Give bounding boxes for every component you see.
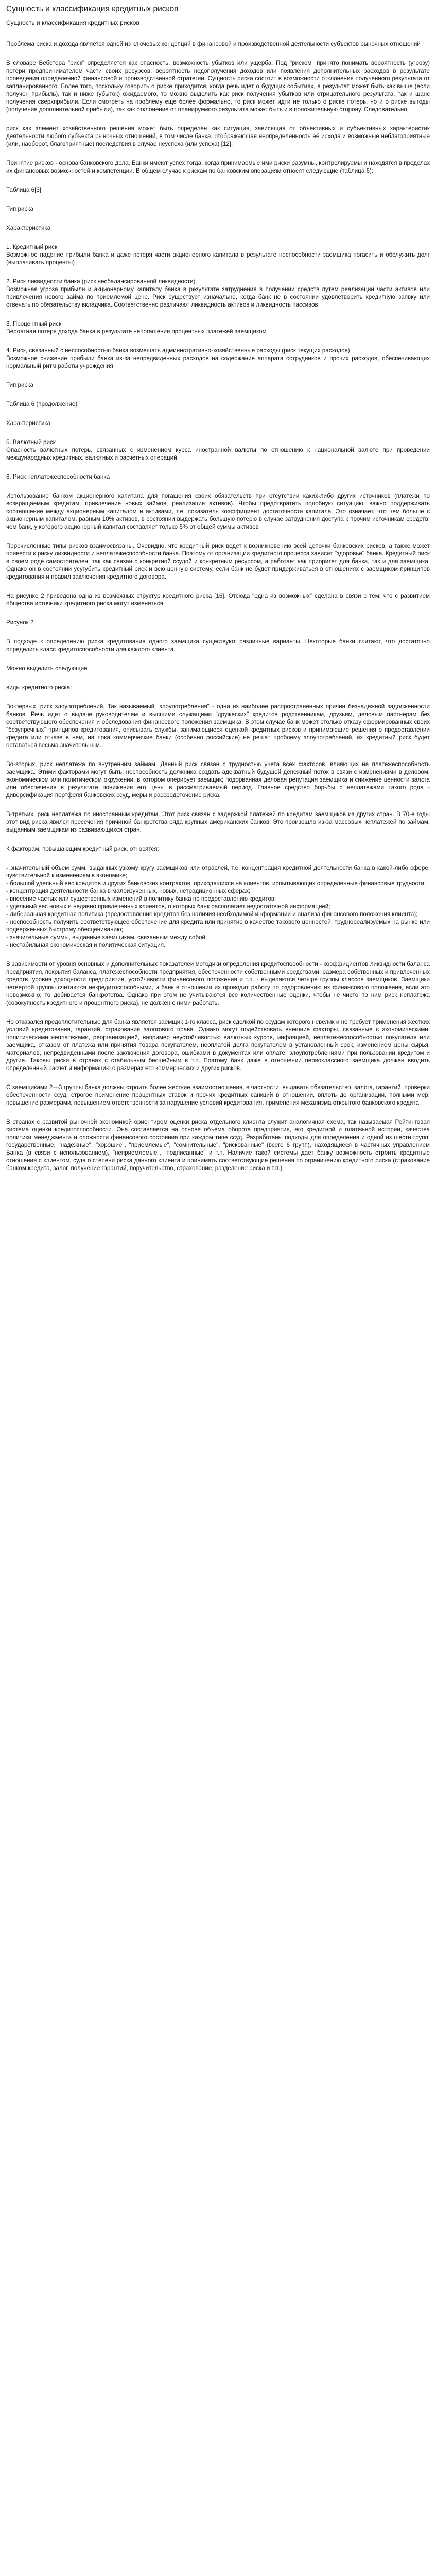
paragraph-rating-system: В странах с развитой рыночной экономикой ориентиром оценки риска отдельного клиента служит аналогичная схема, так называемая Рейтинговая система оценки кредитоспособности. Она составляется на основе объема оборота предприятия, его кредитной и платежной истории, качества политики менеджмента и сложности финансового состояния при каждом типе ссуд. Разработаны подходы для определения и одной из шести групп: государственные, "надёжные", "хорошие", "приемлемые", "сомнительные", "рискованные" (всего 6 групп), находящиеся в частичных управлением Банка (в связи с использованием), "неприемлемые", "подписанные" и т.п. Наличие такой системы дает банку возможность строить кредитные отношения с клиентом, судя о степени риска данного клиента и принимать соответствующие решения по ограничению кредитного риска (страхование банком кредита, залог, получение гарантий, поручительство, страхование, разделение риска и т.п.). [6, 1118, 430, 1172]
paragraph-webster-definition: В словаре Вебстера "риск" определяется как опасность, возможность убытков или ущерба. Под "риском" принято понимать вероятность (угрозу) потери предпринимателем части своих ресурсов, вероятность недополучения доходов или появления дополнительных расходов в результате проведения определенной финансовой и производственной стратегии. Сущность риска состоит в возможности отклонения полученного результата от запланированного. Более того, поскольку говорить о риске приходится, когда речь идет о будущих событиях, а результат может быть как выше (если получен прибыль), так и ниже (убыток) ожидаемого, то можно выделить как риск получения убытков или отрицательного результата, так и шанс получения сверхприбыли. Если смотреть на проблему еще более формально, то риск может идти не только о риске потерь, но и о риске выгоды (получения дополнительной прибыли), так как отклонение от планируемого результата может быть и в положительную сторону. Следовательно, [6, 60, 430, 113]
table-row-insolvency-risk-text: Использование банком акционерного капитала для погашения своих обязательств при отсутствии каких-либо других источников (платежи по возвращаемым кредитам, привлечение новых займов, реализация активов). Чтобы предотвратить подобную ситуацию, важно поддерживать соотношение между акционерным капиталом и активами, т.е. показатель коэффициент достаточности капитала. Это означает, что чем больше с акционерным капиталом, равным 10% активов, в состоянии выдержать большую потерю в случае затруднения доступа к прочим источникам средств, чем банк, у которого акционерный капитал составляет только 6% от общей суммы активов [6, 493, 430, 530]
page-title: Сущность и классификация кредитных рисков [6, 5, 179, 13]
table-row-currency-risk: 5. Валютный риск Опасность валютных потерь, связанных с изменением курса иностранной валюты по отношению к национальной валюте при проведении международных кредитных, валютных и расчетных операций [6, 439, 430, 461]
table-header-type: Тип риска [6, 206, 34, 212]
table-row-insolvency-risk-title: 6. Риск неплатежеспособности банка [6, 473, 110, 480]
paragraph-types-heading: виды кредитного риска: [6, 684, 72, 691]
table-row-expense-risk: 4. Риск, связанный с неспособностью банка возмещать административно-хозяйственные расходы (риск текущих расходов) Возможное снижение прибыли банка из-за непредвиденных расходов на содержание аппарата сотрудников и прочих расходов, обеспечивающих нормальный ритм работы учреждения [6, 347, 430, 369]
figure-2-caption: Рисунок 2 [6, 619, 34, 626]
table-row-credit-risk: 1. Кредитный риск Возможное падение прибыли банка и даже потеря части акционерного капитала в результате неспособности заемщика погасить и обслужить долг (выплачивать проценты) [6, 244, 430, 266]
table-row-liquidity-risk: 2. Риск ликвидности банка (риск несбалансированной ликвидности) Возможная угроза прибыли и акционерному капиталу банка в результате затруднения в получении средств путем реализации части активов или привлечения нового займа по приемлемой цене. Риск существует изначально, когда банк не в состоянии удовлетворить кредитную заявку или отвечать по обязательству вкладчика. Соответственно различают ликвидность активов и ликвидность пассивов [6, 278, 430, 308]
paragraph-domestic-default-risk: Во-вторых, риск неплатежа по внутренним займам. Данный риск связан с трудностью учета всех факторов, влияющих на платежеспособность заемщика. Этими факторами могут быть: неспособность должника создать адекватный будущей денежный поток в связи с изменениями в деловом, экономическом или политическом окружении, в котором оперирует заемщик; подорванная деловая репутация заемщика и снижение ценности залога или обеспечения в результате понижения его цены в рассматриваемый период. Главное средство борьбы с неплатежами такого рода - диверсификация портфеля банковских ссуд, меры и рассредоточение риска. [6, 761, 430, 799]
paragraph-risk-element: риск как элемент хозяйственного решения может быть определен как ситуация, зависящая от объективных и субъективных характеристик деятельности любого субъекта рыночных отношений, в том числе банка, отображающая неопределенность её исхода и возможные неблагоприятные (или, наоборот, благоприятные) последствия в случае неуспеха (или успеха) [12]. [6, 125, 430, 147]
table-6-caption: Таблица 6[3] [6, 187, 42, 193]
paragraph-figure-2-intro: На рисунке 2 приведена одна из возможных структур кредитного риска [16]. Отсюда "одна из возможных" сделана в связи с тем, что с развитием общества источники кредитного риска могут изменяться. [6, 592, 430, 607]
list-risk-factors: - значительный объем сумм, выданных узкому кругу заемщиков или отраслей, т.е. концентрация кредитной деятельности банка в какой-либо сфере, чувствительной к изменениям в экономике; - большой удельный вес кредитов и других банковских контрактов, приходящихся на клиентов, испытывающих определенные финансовые трудности; - концентрация деятельности банка в малоизученных, новых, нетрадиционных сферах; - внесение частых или существенных изменений в политику банка по предоставлению кредитов; - удельный вес новых и недавно привлеченных клиентов, о которых банк располагает недостаточной информацией; - либеральная кредитная политика (предоставление кредитов без наличия необходимой информации и анализа финансового положения клиента); - неспособность получить соответствующее обеспечение для кредита или принятие в качестве такового ценностей, труднореализуемых на рынке или подверженных быстрому обесцениванию; - значительные суммы, выданные заемщикам, связанным между собой; - нестабильная экономическая и политическая ситуация. [6, 865, 430, 948]
paragraph-risk-interconnection: Перечисленные типы рисков взаимосвязаны. Очевидно, что кредитный риск ведет к возникновению всей цепочки банковских рисков, а также может привести к риску ликвидности и неплатежеспособности банка. Поэтому от организации кредитного процесса зависит "здоровье" банка. Кредитный риск в своем роде самостоятелен, так как связан с конкретной ссудой и конкретным ресурсом, а работает как приоритет для банка, так и для заемщика. Однако он в состоянии усугубить кредитный риск и всю ценную систему, если банк не будет придерживаться в отношениях с заемщиком принципов кредитования и правил заключения кредитного договора. [6, 543, 430, 580]
paragraph-borrower-classes: В зависимости от уровня основных и дополнительных показателей методики определения кредитоспособности - коэффициентов ликвидности баланса предприятия, покрытия баланса, платежеспособности предприятия, обеспеченности собственными средствами, размера собственных и привлеченных средств, уровня доходности предприятия, устойчивости финансового положения и т.п. - выделяются четыре группы классов заемщиков. Заемщики четвертой группы считаются некредитоспособными, и банк в отношении их проводит работу по оздоровлению их финансового положения, если это невозможно, то добивается банкротства. Однако при этом не учитываются все количественные оценки, чтобы не чисто по ним риск неплатежа (совокупность кредитного и процентного риска), не должен с ними работать. [6, 961, 430, 1006]
paragraph-groups-2-3: С заемщиками 2—3 группы банка должны строить более жесткие взаимоотношения, в частности, выдавать обязательство, залога, гарантий, проверки обеспеченности ссуд, строгое применение процентных ставок и прочих кредитных санкций в отношении, вплоть до организации, полными мер, повышение размерами, повышением ответственности за нарушение условий кредитования, применения механизма открытого банковского кредита. [6, 1084, 430, 1106]
table-row-interest-risk: 3. Процентный риск Вероятная потеря дохода банка в результате непогашения процентных платежей заемщиком [6, 320, 267, 335]
table-header-characteristic-repeat: Характеристика [6, 420, 51, 427]
table-header-type-repeat: Тип риска [6, 382, 34, 388]
paragraph-foreign-default-risk: В-третьих, риск неплатежа по иностранным кредитам. Этот риск связан с задержкой платежей по кредитам заемщиков из других стран. В 70-е годы этот вид риска явился пресечения причиной банкротства ряда крупных американских банков. Это произошло из-за массовых неплатежей по займам, выданным заемщикам из развивающихся стран. [6, 811, 430, 833]
paragraph-intro: Проблема риска и дохода является одной из ключевых концепций в финансовой и производственной деятельности субъектов рыночных отношений [6, 41, 421, 47]
paragraph-factors-heading: К факторам, повышающим кредитный риск, относятся: [6, 845, 159, 852]
table-header-characteristic: Характеристика [6, 225, 51, 231]
paragraph-can-distinguish: Можно выделить следующие [6, 665, 88, 672]
paragraph-single-borrower: В подходе к определению риска кредитования одного заемщика существуют различные варианты. Некоторые банки считают, что достаточно определить класс кредитоспособности для каждого клиента. [6, 638, 430, 653]
page-subtitle: Сущность и классификация кредитных рисков [6, 19, 139, 26]
paragraph-risk-taking: Принятие рисков - основа банковского дела. Банки имеют успех тогда, когда принимаемые ими риски разумны, контролируемы и находятся в пределах их финансовых возможностей и компетенции. В общем случае к рискам по банковским операциям относят следующие (таблица 6): [6, 160, 430, 174]
paragraph-first-class-borrower: Но отказался предоплотительные для банка является заемщик 1-го класса, риск сделкой по ссудам которого невелик и не требует применения жестких условий кредитования, гарантий, страхования залогового права. Однако могут подействовать внешние факторы, связанные с экономическими, политическими неплатежами, реорганизацией, например неустойчивостью валютных курсов, инфляцией, неплатежеспособностью покупателя или заемщика, отказом от платежа или принятия товара покупателем, неоплатой долга покупателем в установленный срок, изменением цены сырья, материалов, непредвиденными после заключения договора, ошибками в документах или оплате, злоупотреблениями при пользовании кредитом и другие. Таковы риски в странах с стабильным бесшейным в т.п. Поэтому банк даже в отношении первоклассного заемщика должен вводить определенный расчет и информацию о размерах его коммерческих и других рисков. [6, 1019, 430, 1072]
table-6-continued-caption: Таблица 6 (продолжение) [6, 401, 78, 408]
paragraph-abuse-risk: Во-первых, риск злоупотреблений. Так называемый "злоупотребления" - одна из наиболее распространенных причин безнадежной задолженности банков. Речь идет о выдаче руководителем и высшими служащими "дружеских" кредитов родственникам, друзьям, деловым партнерам без соответствующего обеспечения и обследования финансового положения заемщика. В этом случае банк может столько отказу сформированных своих "безупречных" принципов кредитования, описывать службы, занимающиеся оценкой кредитных рисков и принимающие решения о предоставлении кредита или отказе в нем, на пока коммерческие банки (особенно российские) не решат проблему злоупотреблений, их кредитный риск будет оставаться весьма значительным. [6, 703, 430, 749]
